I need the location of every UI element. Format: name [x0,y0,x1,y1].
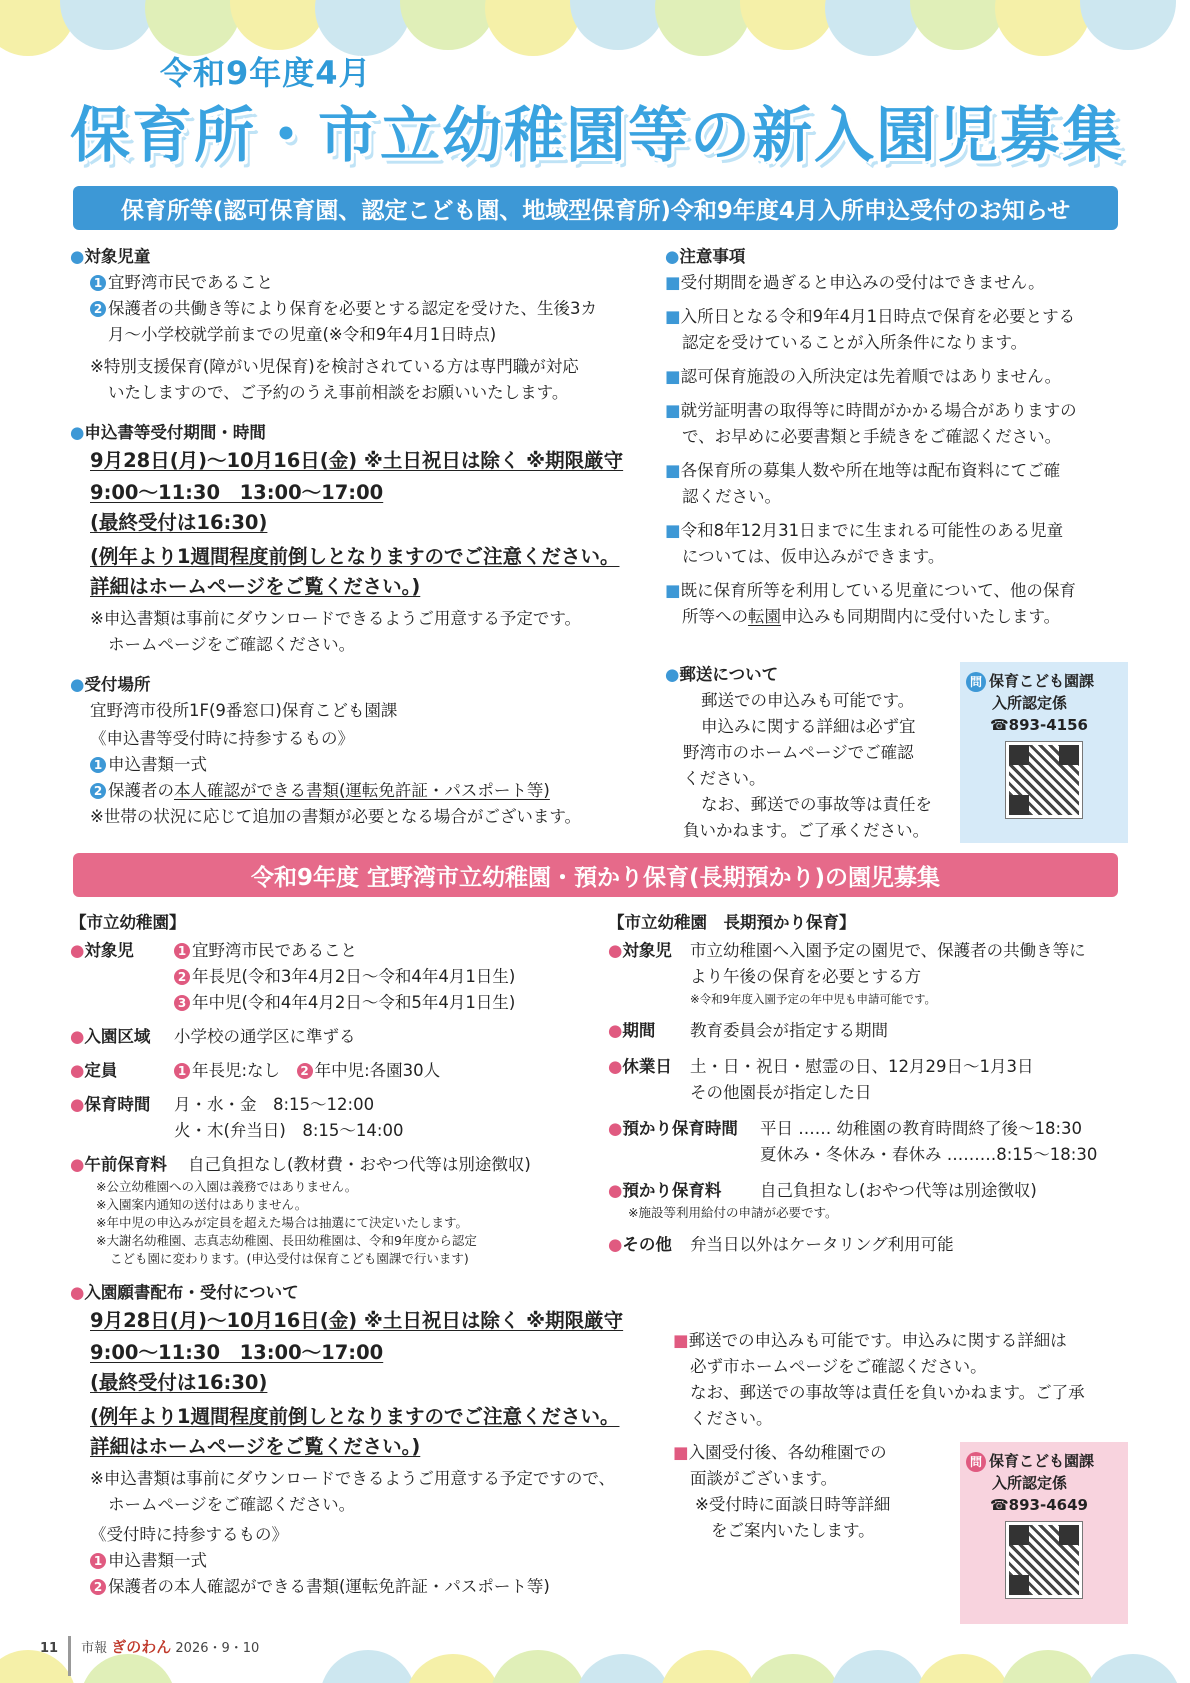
inquiry-icon: 問 [966,672,986,692]
kg-bring-1: 1 申込書類一式 [70,1548,650,1574]
extended-care-heading: 【市立幼稚園 長期預かり保育】 [608,913,856,932]
kg-mail-2: 必ず市ホームページをご確認ください。 [690,1357,987,1376]
section2-banner: 令和9年度 宜野湾市立幼稚園・預かり保育(長期預かり)の園児募集 [73,853,1118,897]
caution-1: ■受付期間を過ぎると申込みの受付はできません。 [665,273,1045,292]
caution-7: ■既に保育所等を利用している児童について、他の保育 [665,581,1076,600]
bring-item-1: 1 申込書類一式 [70,752,640,778]
caution-2: ■入所日となる令和9年4月1日時点で保育を必要とする [665,307,1076,326]
apply-warning-cont: 詳細はホームページをご覧ください。) [90,1435,421,1458]
caution-7-cont: 所等への転園申込みも同期間内に受付いたします。 [682,607,1061,626]
place-heading: ●受付場所 [70,675,151,694]
mail-text-2c: ください。 [683,769,766,788]
publication-date: 2026・9・10 [175,1641,260,1656]
mail-section [665,662,950,844]
contact-name-2: 問 保育こども園課 [966,1450,1122,1472]
bring-item-2: 2 保護者の本人確認ができる書類(運転免許証・パスポート等) [70,778,640,804]
caution-5: ■各保育所の募集人数や所在地等は配布資料にてご確 [665,461,1061,480]
kg-bring-heading: 《受付時に持参するもの》 [90,1525,288,1544]
page-number: 11 [40,1641,59,1656]
caution-6: ■令和8年12月31日までに生まれる可能性のある児童 [665,521,1064,540]
area-row: ●入園区域 小学校の通学区に準ずる [70,1027,356,1046]
mail-text-3: なお、郵送での事故等は責任を [701,795,932,814]
capacity-row: ●定員 1 年長児:なし 2 年中児:各園30人 [70,1061,441,1080]
kg-mail-4: ください。 [690,1409,773,1428]
contact-tel[interactable]: ☎893-4156 [990,716,1088,734]
page-subtitle: 令和9年度4月 [160,54,372,92]
period-warning-cont: 詳細はホームページをご覧ください。) [90,575,421,598]
apply-last: (最終受付は16:30) [90,1371,268,1394]
publication-logo: ぎのわん [111,1638,172,1656]
r-target-row: ●対象児 市立幼稚園へ入園予定の園児で、保護者の共働き等に より午後の保育を必要とする方 ※令和9年度入園予定の年中児も申請可能です。 [608,941,1086,1006]
apply-heading: ●入園願書配布・受付について [70,1283,299,1302]
interview-3: ※受付時に面談日時等詳細 [695,1495,891,1514]
caution-6-cont: については、仮申込みができます。 [682,547,945,566]
contact-tel-2[interactable]: ☎893-4649 [990,1496,1088,1514]
r-other-row: ●その他 弁当日以外はケータリング利用可能 [608,1235,954,1254]
period-last: (最終受付は16:30) [90,511,268,534]
r-time-row: ●預かり保育時間 平日 …… 幼稚園の教育時間終了後～18:30 夏休み・冬休み・春休み ………8:15～18:30 [608,1119,1098,1164]
publication-label: 市報 [81,1641,108,1656]
target-item-2-cont: 月～小学校就学前までの児童(※令和9年4月1日時点) [108,325,497,344]
section1-left-column [70,244,640,830]
r-holiday-row: ●休業日 土・日・祝日・慰霊の日、12月29日～1月3日 その他園長が指定した日 [608,1057,1034,1102]
contact-name: 問 保育こども園課 [966,670,1122,692]
interview-section [673,1440,953,1544]
target-note-cont: いたしますので、ご予約のうえ事前相談をお願いいたします。 [108,383,569,402]
fee-notes: ※公立幼稚園への入園は義務ではありません。 ※入園案内通知の送付はありません。 ※年中児の申込みが定員を超えた場合は抽選にて決定いたします。 ※大謝名幼稚園、志真志幼稚園、長田幼稚園は、令和9年度から認定 こども園に変わります。(申込受付は保育こども園課で行います) [96,1179,477,1266]
caution-4: ■就労証明書の取得等に時間がかかる場合がありますの [665,401,1077,420]
period-note-cont: ホームページをご確認ください。 [108,635,356,654]
caution-3: ■認可保育施設の入所決定は先着順ではありません。 [665,367,1062,386]
target-heading: ●対象児童 [70,247,151,266]
kg-mail-section [673,1328,1123,1432]
period-note: ※申込書類は事前にダウンロードできるようご用意する予定です。 [90,609,582,628]
target-item-1: 1 宜野湾市民であること [70,270,640,296]
caution-heading: ●注意事項 [665,247,746,266]
mail-text-3b: 負いかねます。ご了承ください。 [683,821,930,840]
kindergarten-heading: 【市立幼稚園】 [70,913,186,932]
section2-right-column [608,910,1123,1258]
target-note: ※特別支援保育(障がい児保育)を検討されている方は専門職が対応 [90,357,579,376]
caution-4-cont: で、お早めに必要書類と手続きをご確認ください。 [682,427,1062,446]
kg-mail-3: なお、郵送での事故等は責任を負いかねます。ご了承 [690,1383,1085,1402]
place-text: 宜野湾市役所1F(9番窓口)保育こども園課 [90,701,398,720]
mail-text-2: 申込みに関する詳細は必ず宜 [701,717,916,736]
bring-heading: 《申込書等受付時に持参するもの》 [90,729,354,748]
period-warning: (例年より1週間程度前倒しとなりますのでご注意ください。 [90,545,620,568]
apply-note: ※申込書類は事前にダウンロードできるようご用意する予定ですので、 [90,1469,615,1488]
section1-right-column [665,244,1120,630]
caution-5-cont: 認ください。 [682,487,781,506]
page-title: 保育所・市立幼稚園等の新入園児募集 [70,101,1124,171]
bring-note: ※世帯の状況に応じて追加の書類が必要となる場合がございます。 [90,807,582,826]
mail-text-1: 郵送での申込みも可能です。 [701,691,915,710]
period-dates: 9月28日(月)～10月16日(金) ※土日祝日は除く ※期限厳守 [90,449,624,472]
period-times: 9:00～11:30 13:00～17:00 [90,481,384,504]
footer [40,1636,259,1676]
target-row: ●対象児 1 宜野湾市民であること 2 年長児(令和3年4月2日～令和4年4月1日生) 3 年中児(令和4年4月2日～令和5年4月1日生) [70,941,516,1012]
r-fee-row: ●預かり保育料 自己負担なし(おやつ代等は別途徴収) [608,1181,1037,1200]
interview-2: 面談がございます。 [690,1469,838,1488]
mail-heading: ●郵送について [665,665,779,684]
inquiry-icon-2: 問 [966,1452,986,1472]
kg-bring-2: 2 保護者の本人確認ができる書類(運転免許証・パスポート等) [70,1574,650,1600]
qr-code-icon[interactable] [1006,1522,1082,1598]
interview-4: をご案内いたします。 [711,1521,875,1540]
contact-dept: 入所認定係 [992,694,1068,712]
apply-note-cont: ホームページをご確認ください。 [108,1495,356,1514]
interview-1: ■入園受付後、各幼稚園での [673,1443,887,1462]
apply-times: 9:00～11:30 13:00～17:00 [90,1341,384,1364]
target-item-2: 2 保護者の共働き等により保育を必要とする認定を受けた、生後3カ [70,296,640,322]
contact-dept-2: 入所認定係 [992,1474,1068,1492]
period-heading: ●申込書等受付期間・時間 [70,423,266,442]
apply-warning: (例年より1週間程度前倒しとなりますのでご注意ください。 [90,1405,620,1428]
kg-mail-1: ■郵送での申込みも可能です。申込みに関する詳細は [673,1331,1067,1350]
r-period-row: ●期間 教育委員会が指定する期間 [608,1021,888,1040]
fee-row: ●午前保育料 自己負担なし(教材費・おやつ代等は別途徴収) [70,1155,531,1174]
apply-dates: 9月28日(月)～10月16日(金) ※土日祝日は除く ※期限厳守 [90,1309,624,1332]
section1-banner: 保育所等(認可保育園、認定こども園、地域型保育所)令和9年度4月入所申込受付のお知らせ [73,186,1118,230]
hours-row: ●保育時間 月・水・金 8:15～12:00 火・木(弁当日) 8:15～14:00 [70,1095,404,1140]
r-fee-note: ※施設等利用給付の申請が必要です。 [628,1205,838,1220]
section2-left-column [70,910,650,1600]
qr-code-icon[interactable] [1006,742,1082,818]
contact-box-1 [960,662,1128,843]
caution-2-cont: 認定を受けていることが入所条件になります。 [682,333,1028,352]
contact-box-2 [960,1442,1128,1624]
mail-text-2b: 野湾市のホームページでご確認 [683,743,914,762]
